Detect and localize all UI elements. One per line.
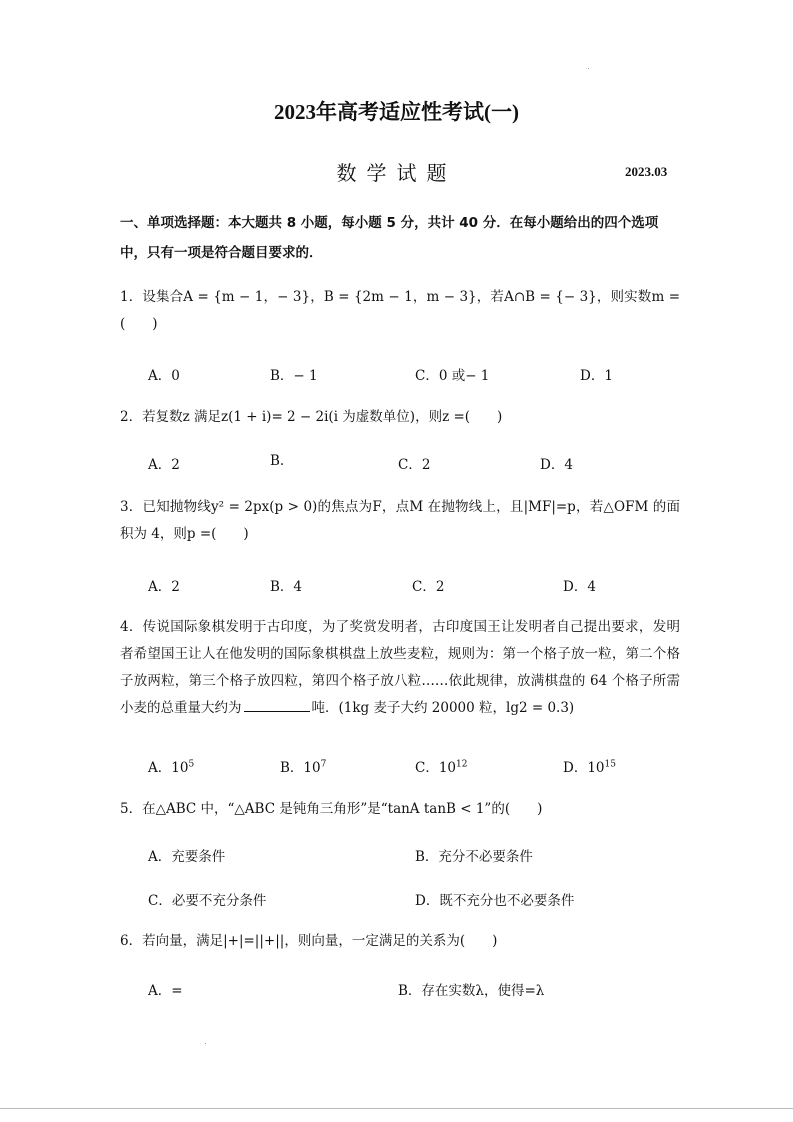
question-4-option-d: D．$10^{15}$ <box>563 759 616 776</box>
question-2-option-b: B. <box>270 453 285 469</box>
question-4-option-b: B．$10^7$ <box>280 759 327 776</box>
question-1-option-d: D．1 <box>580 368 613 384</box>
question-4-stem-after: 吨．(1kg 麦子大约 20000 粒，lg2 = 0.3) <box>311 700 575 716</box>
subject-title: 数学试题 <box>336 161 457 185</box>
section-heading: 一、单项选择题：本大题共 8 小题，每小题 5 分，共计 40 分．在每小题给出的四个选项中，只有一项是符合题目要求的． <box>120 215 659 261</box>
question-1-option-c: C．0 或− 1 <box>415 368 490 384</box>
question-4-stem <box>120 614 680 722</box>
question-5-option-c: C．必要不充分条件 <box>148 893 267 909</box>
question-6-stem: 6．若向量，满足|+|=||+||，则向量，一定满足的关系为( ) <box>120 933 498 949</box>
question-3-option-c: C．2 <box>412 579 445 595</box>
question-4-stem-before: 4．传说国际象棋发明于古印度，为了奖赏发明者，古印度国王让发明者自己提出要求，发明者希望国王让人在他发明的国际象棋棋盘上放些麦粒，规则为：第一个格子放一粒，第二个格子放两粒，第三个格子放四粒，第四个格子放八粒……依此规律，放满棋盘的 64 个格子所需小麦的总重量大约为 <box>120 619 680 716</box>
question-2-option-c: C．2 <box>398 457 431 473</box>
question-5-option-b: B．充分不必要条件 <box>415 849 533 865</box>
question-6-option-b: B．存在实数λ，使得=λ <box>398 983 545 999</box>
question-5-stem: 5．在△ABC 中，“△ABC 是钝角三角形”是“tanA tanB < 1”的( ) <box>120 801 543 817</box>
question-2-option-a: A．2 <box>148 457 180 473</box>
question-4-option-c: C．$10^{12}$ <box>415 759 468 776</box>
question-2-option-d: D．4 <box>540 457 573 473</box>
question-3-option-a: A．2 <box>148 579 180 595</box>
question-3-option-b: B．4 <box>270 579 303 595</box>
question-3-option-d: D．4 <box>563 579 596 595</box>
page-bottom-rule <box>0 1108 793 1109</box>
question-5-option-a: A．充要条件 <box>148 849 226 865</box>
question-1-stem: 1．设集合A = {m − 1，− 3}，B = {2m − 1，m − 3}，若A∩B = {− 3}，则实数m =( ) <box>120 289 680 332</box>
answer-blank <box>244 697 310 712</box>
question-6-option-a: A．= <box>148 983 183 999</box>
exam-date: 2023.03 <box>625 164 668 179</box>
question-2-stem: 2．若复数z 满足z(1 + i)= 2 − 2i(i 为虚数单位)，则z =( ) <box>120 409 503 425</box>
question-4-option-a: A．$10^5$ <box>148 759 195 776</box>
scan-dot <box>205 1043 206 1044</box>
scan-dot <box>588 68 589 69</box>
question-5-option-d: D．既不充分也不必要条件 <box>415 893 575 909</box>
exam-title: 2023年高考适应性考试(一) <box>274 100 519 124</box>
question-1-option-b: B．− 1 <box>270 368 318 384</box>
question-3-stem: 3．已知抛物线y² = 2px(p > 0)的焦点为F，点M 在抛物线上，且|MF|=p，若△OFM 的面积为 4，则p =( ) <box>120 499 680 542</box>
question-1-option-a: A．0 <box>148 368 180 384</box>
